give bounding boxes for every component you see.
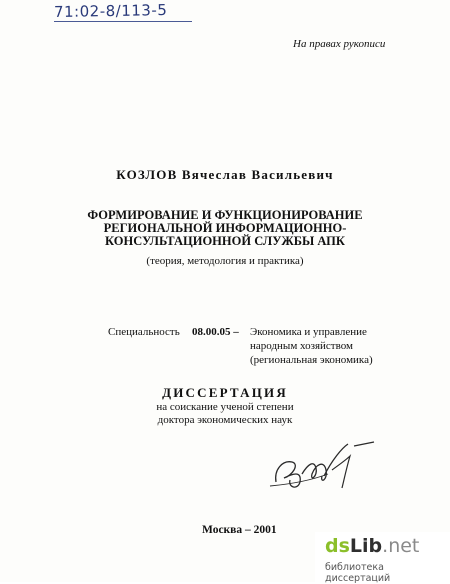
stamp-underline bbox=[54, 21, 192, 22]
title-line: РЕГИОНАЛЬНОЙ ИНФОРМАЦИОННО- bbox=[103, 221, 347, 235]
author-name: КОЗЛОВ Вячеслав Васильевич bbox=[116, 167, 334, 182]
title-line: КОНСУЛЬТАЦИОННОЙ СЛУЖБЫ АПК bbox=[105, 234, 345, 248]
dissertation-heading: ДИССЕРТАЦИЯ bbox=[162, 385, 288, 400]
specialty-code: 08.00.05 – bbox=[192, 326, 239, 338]
title-subtitle: (теория, методология и практика) bbox=[146, 255, 304, 267]
dissertation-title bbox=[0, 209, 450, 248]
title-line: ФОРМИРОВАНИЕ И ФУНКЦИОНИРОВАНИЕ bbox=[87, 208, 363, 222]
specialty-name bbox=[250, 325, 420, 367]
archive-stamp: 71:02-8/113-5 bbox=[53, 1, 168, 21]
city-year: Москва – 2001 bbox=[202, 524, 277, 536]
rights-note: На правах рукописи bbox=[293, 38, 386, 50]
handwritten-signature bbox=[262, 430, 382, 500]
specialty-name-line: Экономика и управление bbox=[250, 326, 367, 338]
dslib-logo: dsLib.net bbox=[325, 535, 420, 557]
degree-text bbox=[0, 401, 450, 427]
specialty-name-line: народным хозяйством bbox=[250, 340, 353, 352]
specialty-label: Специальность bbox=[108, 326, 180, 338]
degree-line: на соискание ученой степени bbox=[156, 401, 294, 413]
dslib-watermark bbox=[315, 532, 450, 582]
degree-line: доктора экономических наук bbox=[157, 414, 293, 426]
specialty-name-line: (региональная экономика) bbox=[250, 354, 373, 366]
dslib-tagline: библиотека диссертаций bbox=[325, 562, 391, 584]
